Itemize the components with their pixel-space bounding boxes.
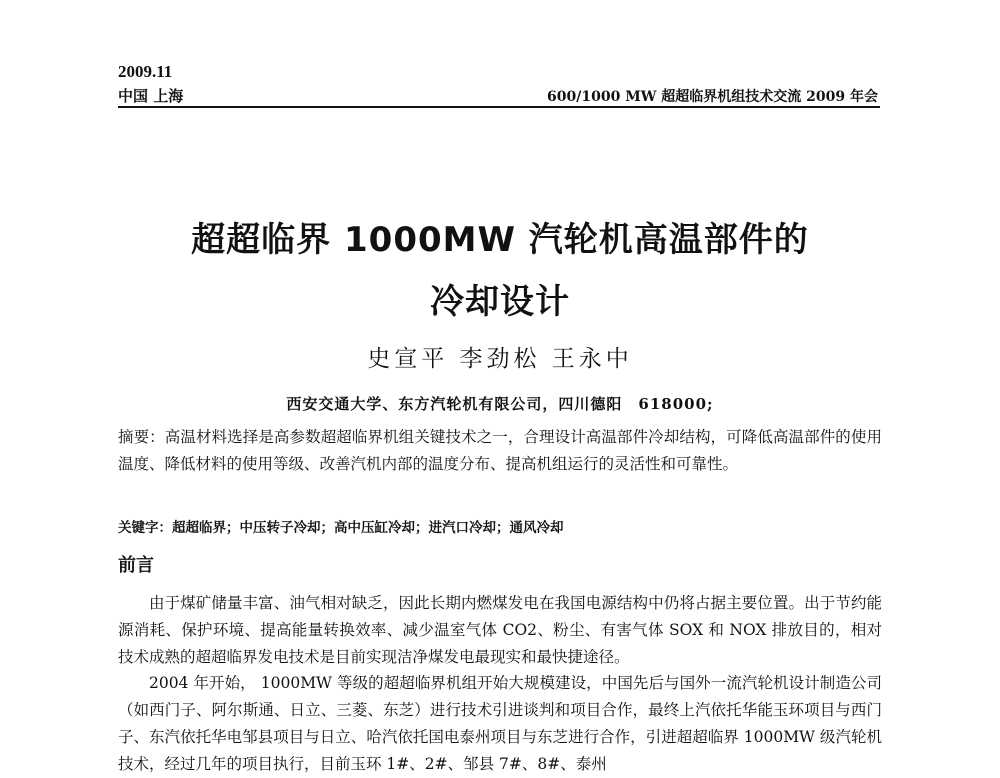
header-date: 2009.11 bbox=[118, 62, 173, 81]
header-location: 中国 上海 bbox=[118, 87, 184, 105]
body-paragraph-2: 2004 年开始， 1000MW 等级的超超临界机组开始大规模建设，中国先后与国外一流汽轮机设计制造公司（如西门子、阿尔斯通、日立、三菱、东芝）进行技术引进谈判和项目合作，最终上汽依托华能玉环项目与西门子、东汽依托华电邹县项目与日立、哈汽依托国电泰州项目与东芝进行合作，引进超超临界 1000MW 级汽轮机技术，经过几年的项目执行，目前玉环 1#、2#、邹县 7#、8#、泰州 bbox=[118, 674, 882, 773]
abstract: 摘要：高温材料选择是高参数超超临界机组关键技术之一，合理设计高温部件冷却结构，可降低高温部件的使用温度、降低材料的使用等级、改善汽机内部的温度分布、提高机组运行的灵活性和可靠性。 bbox=[118, 428, 882, 473]
keywords: 关键字：超超临界；中压转子冷却；高中压缸冷却；进汽口冷却；通风冷却 bbox=[118, 520, 564, 536]
paper-title-line2: 冷却设计 bbox=[430, 282, 570, 322]
paper-title-line1: 超超临界 1000MW 汽轮机高温部件的 bbox=[191, 220, 809, 260]
affiliation: 西安交通大学、东方汽轮机有限公司，四川德阳 618000; bbox=[286, 395, 714, 413]
header-conference: 600/1000 MW 超超临界机组技术交流 2009 年会 bbox=[547, 89, 878, 105]
body-paragraph-1: 由于煤矿储量丰富、油气相对缺乏，因此长期内燃煤发电在我国电源结构中仍将占据主要位置。出于节约能源消耗、保护环境、提高能量转换效率、减少温室气体 CO2、粉尘、有害气体 SOX 和 NOX 排放目的，相对技术成熟的超超临界发电技术是目前实现洁净煤发电最现实和最快捷途径。 bbox=[118, 594, 882, 666]
header-divider bbox=[118, 106, 880, 108]
section-title: 前言 bbox=[118, 555, 154, 576]
authors: 史宣平 李劲松 王永中 bbox=[367, 346, 633, 372]
